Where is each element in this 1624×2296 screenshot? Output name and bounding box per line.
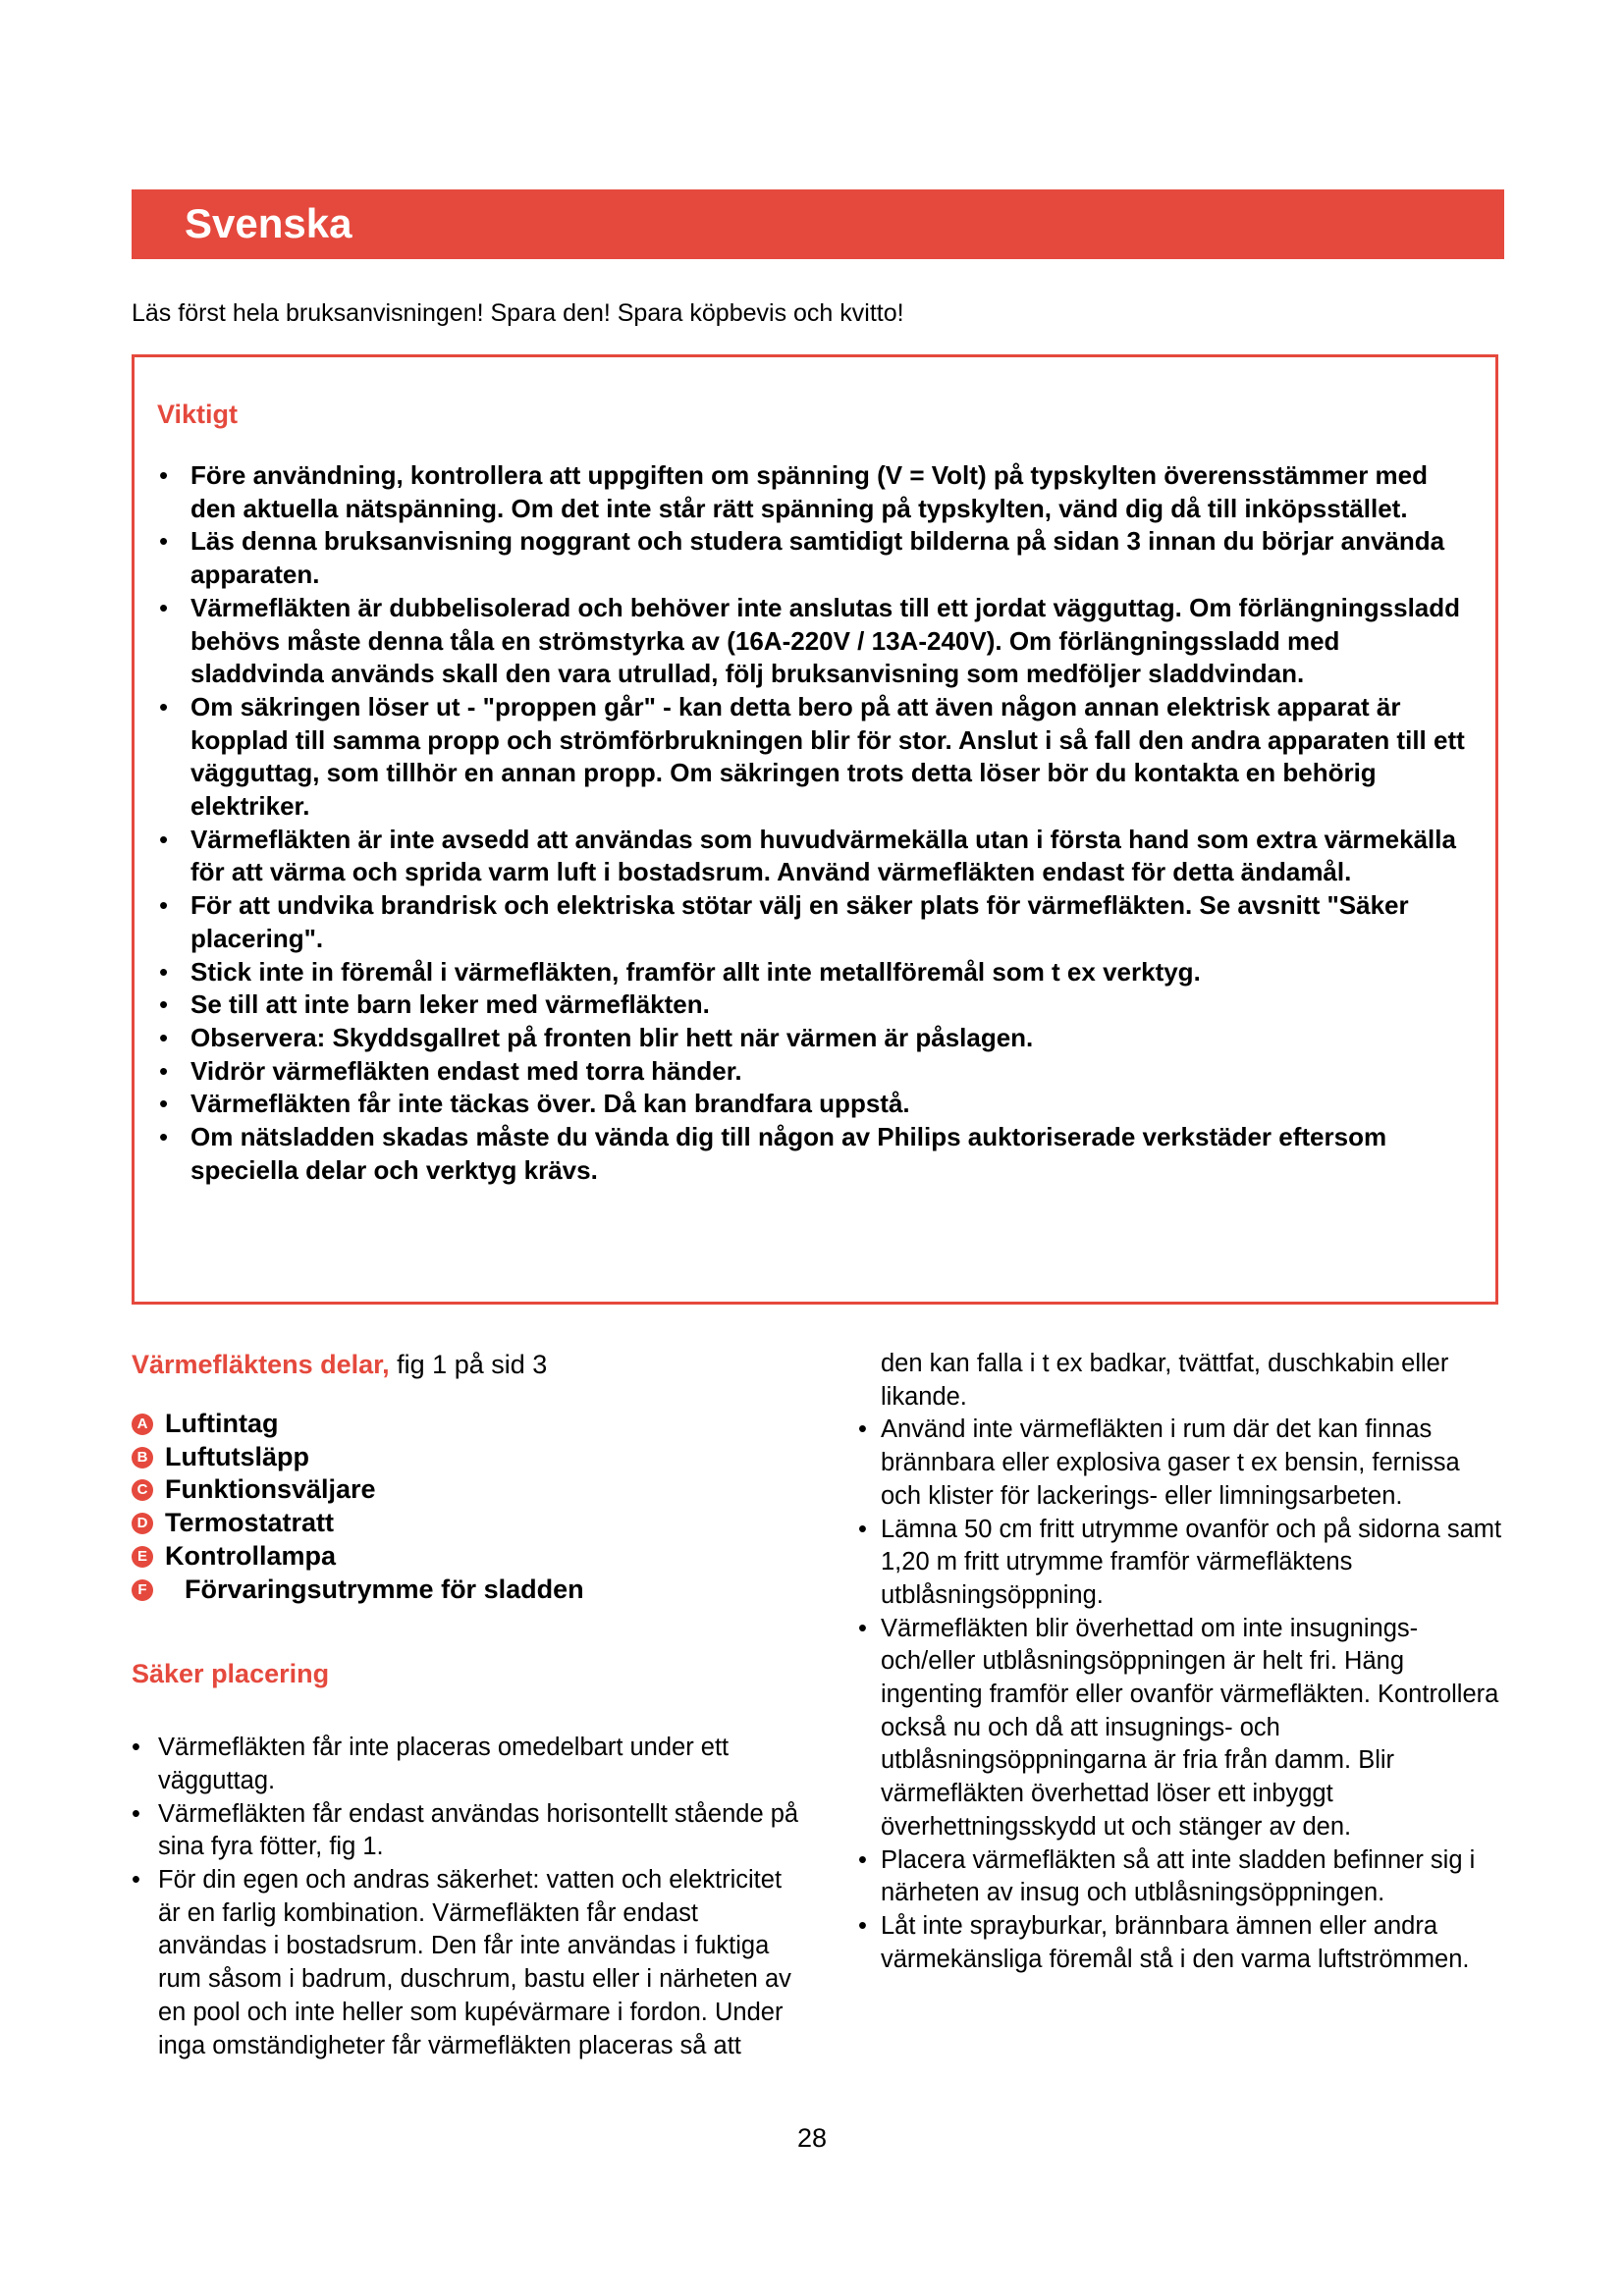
part-item: D Termostatratt — [132, 1507, 799, 1540]
bullet-icon: • — [159, 691, 169, 721]
section-header-bar — [132, 189, 1504, 259]
left-column — [132, 1348, 799, 2062]
list-item: • För din egen och andras säkerhet: vatten och elektricitet är en farlig kombination. Värmefläkten får endast användas i bostadsrum. Den får inte användas i fuktiga rum såsom i badrum, duschrum, bastu eller i närheten av en pool och inte heller som kupévärmare i fordon. Under inga omständigheter får värmefläkten placeras så att — [132, 1866, 791, 2059]
list-item: • Om nätsladden skadas måste du vända dig till någon av Philips auktoriserade verkstäder eftersom speciella delar och verktyg krävs. — [159, 1122, 1387, 1185]
placement-list-right — [846, 1414, 1504, 1976]
bullet-icon: • — [159, 1055, 169, 1086]
part-item: C Funktionsväljare — [132, 1473, 799, 1507]
bullet-icon: • — [159, 1122, 169, 1152]
list-item: • Placera värmefläkten så att inte sladden befinner sig i närheten av insug och utblåsningsöppningen. — [858, 1845, 1476, 1907]
bullet-icon: • — [159, 956, 169, 987]
bullet-icon: • — [159, 1089, 169, 1119]
list-item: • Se till att inte barn leker med värmefläkten. — [155, 988, 1471, 1022]
list-item: • Vidrör värmefläkten endast med torra händer. — [155, 1055, 1471, 1089]
bullet-icon: • — [132, 1734, 140, 1762]
list-item: • Värmefläkten är dubbelisolerad och behöver inte anslutas till ett jordat vägguttag. Om förlängningssladd behövs måste denna tåla en strömstyrka av (16A-220V / 13A-240V). Om förlängningssladd med sladdvinda används skall den vara utrullad, följ bruksanvisning som medföljer sladdvindan. — [159, 592, 1461, 689]
letter-b-badge: B — [132, 1447, 153, 1468]
bullet-icon: • — [159, 824, 169, 854]
list-item: • Använd inte värmefläkten i rum där det kan finnas brännbara eller explosiva gaser t ex bensin, fernissa och klister för lackerings- eller limningsarbeten. — [858, 1415, 1460, 1510]
list-item: • Värmefläkten får inte placeras omedelbart under ett vägguttag. — [132, 1734, 730, 1794]
list-item: • Om säkringen löser ut - "proppen går" - kan detta bero på att även någon annan elektrisk apparat är kopplad till samma propp och strömförbrukningen blir för stor. Anslut i så fall den andra apparaten till ett vägguttag, som tillhör en annan propp. Om säkringen trots detta löser bör du kontakta en behörig elektriker. — [159, 691, 1465, 822]
important-list — [155, 459, 1471, 1187]
list-item: • Lämna 50 cm fritt utrymme ovanför och på sidorna samt 1,20 m fritt utrymme framför värmefläktens utblåsningsöppning. — [858, 1515, 1502, 1609]
bullet-icon: • — [159, 989, 169, 1020]
part-item: E Kontrollampa — [132, 1540, 799, 1574]
list-item: • Låt inte sprayburkar, brännbara ämnen eller andra värmekänsliga föremål stå i den varma luftströmmen. — [858, 1911, 1470, 1973]
placement-list-left — [132, 1732, 799, 2062]
part-item: F Förvaringsutrymme för sladden — [132, 1574, 799, 1607]
bullet-icon: • — [858, 1845, 867, 1874]
list-item: • Observera: Skyddsgallret på fronten blir hett när värmen är påslagen. — [155, 1022, 1471, 1055]
list-item: • Värmefläkten får endast användas horisontellt stående på sina fyra fötter, fig 1. — [132, 1799, 799, 1861]
letter-f-badge: F — [132, 1579, 153, 1601]
list-item: • Före användning, kontrollera att uppgiften om spänning (V = Volt) på typskylten överensstämmer med den aktuella nätspänning. Om det inte står rätt spänning på typskylten, vänd dig då till inköpsstället. — [159, 460, 1429, 523]
part-item: A Luftintag — [132, 1408, 799, 1441]
parts-heading: Värmefläktens delar, fig 1 på sid 3 — [132, 1350, 548, 1379]
bullet-icon: • — [159, 890, 169, 921]
right-column — [846, 1348, 1504, 1976]
part-item: B Luftutsläpp — [132, 1441, 799, 1474]
bullet-icon: • — [858, 1614, 867, 1642]
important-title: Viktigt — [157, 400, 239, 429]
continuation-text: den kan falla i t ex badkar, tvättfat, duschkabin eller likande. — [881, 1350, 1449, 1411]
placement-heading: Säker placering — [132, 1659, 330, 1689]
list-item: • Värmefläkten blir överhettad om inte insugnings- och/eller utblåsningsöppningen är helt fri. Häng ingenting framför eller ovanför värmefläkten. Kontrollera också nu och då att insugnings- och utblåsningsöppningarna är fria från damm. Blir värmefläkten överhettad löser ett inbyggt överhettningsskydd ut och stänger av den. — [858, 1614, 1499, 1841]
section-title: Svenska — [185, 200, 352, 246]
letter-a-badge: A — [132, 1414, 153, 1435]
bullet-icon: • — [159, 526, 169, 557]
list-item: • För att undvika brandrisk och elektriska stötar välj en säker plats för värmefläkten. Se avsnitt "Säker placering". — [159, 890, 1409, 953]
list-item: • Läs denna bruksanvisning noggrant och studera samtidigt bilderna på sidan 3 innan du börjar använda apparaten. — [159, 526, 1445, 590]
list-item: • Värmefläkten får inte täckas över. Då kan brandfara uppstå. — [155, 1088, 1471, 1121]
bullet-icon: • — [159, 1022, 169, 1052]
intro-text: Läs först hela bruksanvisningen! Spara den! Spara köpbevis och kvitto! — [132, 299, 904, 327]
list-item: • Värmefläkten är inte avsedd att användas som huvudvärmekälla utan i första hand som extra värmekälla för att värma och sprida varm luft i bostadsrum. Använd värmefläkten endast för detta ändamål. — [159, 824, 1456, 887]
list-item: • Stick inte in föremål i värmefläkten, framför allt inte metallföremål som t ex verktyg. — [155, 956, 1471, 989]
bullet-icon: • — [132, 1799, 140, 1828]
page-number: 28 — [796, 2123, 828, 2153]
bullet-icon: • — [858, 1415, 867, 1444]
bullet-icon: • — [858, 1515, 867, 1543]
letter-e-badge: E — [132, 1546, 153, 1568]
bullet-icon: • — [132, 1866, 140, 1895]
letter-d-badge: D — [132, 1513, 153, 1534]
parts-list — [132, 1408, 799, 1606]
bullet-icon: • — [159, 592, 169, 622]
important-box — [132, 354, 1498, 1305]
letter-c-badge: C — [132, 1479, 153, 1501]
bullet-icon: • — [858, 1911, 867, 1940]
bullet-icon: • — [159, 460, 169, 490]
